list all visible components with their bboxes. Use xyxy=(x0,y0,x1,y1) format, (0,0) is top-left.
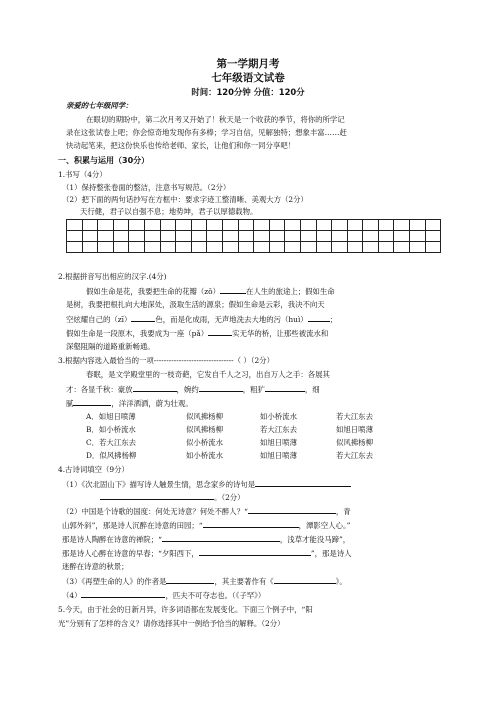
grid-cell[interactable] xyxy=(425,220,441,231)
grid-cell[interactable] xyxy=(144,220,160,231)
question-line: 是树，我要把根扎向大地深处，汲取生活的源泉；假如生命是云彩，我决不向天 xyxy=(66,300,325,309)
grid-row xyxy=(67,231,441,242)
grid-cell[interactable] xyxy=(222,242,238,253)
text: 那是诗人陶醉在诗意的禅院；“ xyxy=(62,535,162,544)
grid-cell[interactable] xyxy=(129,220,145,231)
question-line: 光”分别有了怎样的含义？请你选择其中一例给予恰当的解释。（2分） xyxy=(58,619,285,628)
text: 》。 xyxy=(335,577,347,586)
option-text: 如旭日喷薄 xyxy=(260,451,297,460)
option-row[interactable] xyxy=(86,425,373,434)
option-text: 似风拂杨柳 xyxy=(186,425,223,434)
answer-blank[interactable] xyxy=(100,492,214,500)
text: 山郭外斜”，那是诗人沉醉在诗意的田园；“ xyxy=(62,521,203,530)
text: （3）《再塑生命的人》的作者是 xyxy=(62,577,167,586)
text: ，青 xyxy=(335,507,351,516)
writing-grid[interactable] xyxy=(66,219,441,253)
grid-cell[interactable] xyxy=(332,242,348,253)
grid-cell[interactable] xyxy=(160,242,176,253)
grid-cell[interactable] xyxy=(82,242,98,253)
exam-time-score: 时间：120分钟 分值：120分 xyxy=(191,87,305,97)
text: ； xyxy=(329,315,338,324)
grid-cell[interactable] xyxy=(160,220,176,231)
answer-blank[interactable] xyxy=(199,384,243,392)
grid-cell[interactable] xyxy=(394,231,410,242)
text: ，粗犷 xyxy=(242,385,265,394)
grid-cell[interactable] xyxy=(394,220,410,231)
grid-cell[interactable] xyxy=(222,220,238,231)
question-line xyxy=(62,520,350,530)
grid-cell[interactable] xyxy=(98,242,114,253)
question-line xyxy=(100,492,245,502)
grid-cell[interactable] xyxy=(254,220,270,231)
option-text: B．如小桥流水 xyxy=(86,425,136,434)
text: 假如生命是花，我要把生命的花瓣（zǒ） xyxy=(86,287,220,296)
answer-blank[interactable] xyxy=(208,328,232,336)
text: ，洋洋洒洒，蔚为壮观。 xyxy=(111,399,193,408)
grid-cell[interactable] xyxy=(176,231,192,242)
text: ，潭影空人心。” xyxy=(298,521,351,530)
grid-cell[interactable] xyxy=(269,220,285,231)
grid-cell[interactable] xyxy=(129,242,145,253)
text: ，匹夫不可夺志也。（《子罕》） xyxy=(165,591,266,600)
option-text: 如小桥流水 xyxy=(186,451,223,460)
text: 。（2分） xyxy=(214,493,245,502)
grid-row xyxy=(67,242,441,253)
question-line: 深壑阻隔的道路重新畅通。 xyxy=(66,342,155,351)
grid-cell[interactable] xyxy=(238,231,254,242)
text: ，婉约 xyxy=(176,385,199,394)
grid-cell[interactable] xyxy=(316,231,332,242)
answer-blank[interactable] xyxy=(248,506,336,514)
grid-cell[interactable] xyxy=(347,242,363,253)
question-line xyxy=(62,576,347,586)
grid-cell[interactable] xyxy=(394,242,410,253)
grid-cell[interactable] xyxy=(285,242,301,253)
option-row[interactable] xyxy=(86,451,373,460)
answer-blank[interactable] xyxy=(274,576,336,584)
answer-blank[interactable] xyxy=(199,548,311,556)
question-item: （1）保持整张卷面的整洁，注意书写规范。（2分） xyxy=(62,183,231,192)
exam-title: 第一学期月考 xyxy=(216,58,280,70)
text: 色，而是化成雨，无声地洗去大地的污（huì） xyxy=(155,315,308,324)
grid-cell[interactable] xyxy=(176,242,192,253)
option-text: 若大江东去 xyxy=(336,451,373,460)
intro-line: 快动起笔来，把这份快乐也传给老师、家长，让他们和你一同分享吧！ xyxy=(66,141,296,150)
grid-cell[interactable] xyxy=(144,242,160,253)
grid-cell[interactable] xyxy=(113,242,129,253)
copy-text: 天行健，君子以自强不息；地势坤，君子以厚德载物。 xyxy=(80,207,258,216)
option-text: 似小桥流水 xyxy=(186,438,223,447)
section-heading: 一、积累与运用（30分） xyxy=(58,156,150,165)
grid-cell[interactable] xyxy=(176,220,192,231)
option-row[interactable] xyxy=(86,412,373,421)
answer-blank[interactable] xyxy=(133,384,177,392)
text: 腻 xyxy=(66,399,74,408)
grid-cell[interactable] xyxy=(207,231,223,242)
grid-cell[interactable] xyxy=(129,231,145,242)
grid-cell[interactable] xyxy=(67,231,83,242)
grid-cell[interactable] xyxy=(332,231,348,242)
question-line: 5.今天，由于社会的日新月异，许多词语都在发展变化。下面三个例子中，“阳 xyxy=(58,605,313,614)
option-text: 如小桥流水 xyxy=(260,412,297,421)
grid-cell[interactable] xyxy=(238,220,254,231)
grid-cell[interactable] xyxy=(285,231,301,242)
option-text: 似风拂杨柳 xyxy=(186,412,223,421)
grid-cell[interactable] xyxy=(363,220,379,231)
grid-cell[interactable] xyxy=(144,231,160,242)
text: ，浅草才能没马蹄”， xyxy=(279,535,351,544)
grid-cell[interactable] xyxy=(98,231,114,242)
grid-cell[interactable] xyxy=(207,242,223,253)
grid-cell[interactable] xyxy=(316,220,332,231)
text: 才：各显千秋：豪放 xyxy=(66,385,133,394)
intro-line: 在眼切的期盼中，第二次月考又开始了！秋天是一个收获的季节，将你的所学记 xyxy=(86,115,345,124)
question-line: 迷醉在诗意的秋景； xyxy=(62,562,129,571)
grid-cell[interactable] xyxy=(191,220,207,231)
grid-cell[interactable] xyxy=(191,231,207,242)
question-line xyxy=(62,590,265,600)
text: 实无华的桥，让那些被流水和 xyxy=(232,329,329,338)
answer-blank[interactable] xyxy=(308,314,330,322)
text: （4） xyxy=(62,591,82,600)
grid-cell[interactable] xyxy=(113,231,129,242)
answer-blank[interactable] xyxy=(131,314,155,322)
grid-cell[interactable] xyxy=(300,242,316,253)
answer-blank[interactable] xyxy=(265,384,305,392)
grid-cell[interactable] xyxy=(254,231,270,242)
option-text: 如旭日喷薄 xyxy=(260,438,297,447)
text: 那是诗人心醉在诗意的早春；“夕阳西下， xyxy=(62,549,199,558)
grid-cell[interactable] xyxy=(269,242,285,253)
question-line: 春眠，是文学殿堂里的一枝奇葩，它发自千人之习，出自万人之手：各展其 xyxy=(86,370,330,379)
question-line xyxy=(66,384,320,394)
grid-cell[interactable] xyxy=(222,231,238,242)
grid-cell[interactable] xyxy=(332,220,348,231)
grid-cell[interactable] xyxy=(425,242,441,253)
grid-cell[interactable] xyxy=(207,220,223,231)
grid-cell[interactable] xyxy=(67,220,83,231)
grid-cell[interactable] xyxy=(378,242,394,253)
grid-cell[interactable] xyxy=(238,242,254,253)
text: 空炫耀自己的（zī） xyxy=(66,315,132,324)
grid-cell[interactable] xyxy=(82,231,98,242)
grid-cell[interactable] xyxy=(160,231,176,242)
text: （1）《次北固山下》描写诗人触景生情，思念家乡的诗句是 xyxy=(62,480,256,489)
answer-blank[interactable] xyxy=(220,286,246,294)
grid-cell[interactable] xyxy=(425,231,441,242)
answer-blank[interactable] xyxy=(73,398,111,406)
grid-cell[interactable] xyxy=(316,242,332,253)
grid-cell[interactable] xyxy=(410,242,426,253)
answer-blank[interactable] xyxy=(203,520,299,528)
option-text: 若大江东去 xyxy=(336,412,373,421)
grid-cell[interactable] xyxy=(347,220,363,231)
text: ，其主要著作有《 xyxy=(214,577,274,586)
answer-blank[interactable] xyxy=(255,479,351,487)
question-title: 1.书写（4分） xyxy=(58,170,107,179)
question-line xyxy=(66,398,193,408)
question-line xyxy=(62,534,350,544)
option-text: 如旭日喷薄 xyxy=(336,425,373,434)
grid-cell[interactable] xyxy=(378,220,394,231)
grid-cell[interactable] xyxy=(410,231,426,242)
grid-cell[interactable] xyxy=(378,231,394,242)
option-row[interactable] xyxy=(86,438,373,447)
question-line xyxy=(66,314,337,324)
grid-cell[interactable] xyxy=(363,231,379,242)
grid-cell[interactable] xyxy=(363,242,379,253)
text: ”，那是诗人 xyxy=(310,549,352,558)
grid-cell[interactable] xyxy=(285,220,301,231)
text: （2）中国是个诗歌的国度：何处无诗意？何处不醉人？“ xyxy=(62,507,248,516)
grid-cell[interactable] xyxy=(67,242,83,253)
grid-cell[interactable] xyxy=(98,220,114,231)
grid-cell[interactable] xyxy=(347,231,363,242)
option-text: C．若大江东去 xyxy=(86,438,136,447)
question-line xyxy=(62,479,351,489)
option-text: D．似风拂杨柳 xyxy=(86,451,137,460)
grid-cell[interactable] xyxy=(410,220,426,231)
grid-row xyxy=(67,220,441,231)
question-title: 3.根据内容选入最恰当的一项--------------------------------（ ）（2分） xyxy=(58,356,274,365)
text: ，细 xyxy=(304,385,320,394)
grid-cell[interactable] xyxy=(300,220,316,231)
question-title: 2.根据拼音写出相应的汉字.(4分) xyxy=(58,272,167,281)
intro-line: 录在这张试卷上吧；你会惊奇地发现你有多棒；学习自信，见解独特；想象丰富……赶 xyxy=(66,128,347,137)
question-line xyxy=(62,548,352,558)
greeting: 亲爱的七年级同学： xyxy=(66,101,133,110)
exam-subtitle: 七年级语文试卷 xyxy=(211,72,285,84)
grid-cell[interactable] xyxy=(269,231,285,242)
answer-blank[interactable] xyxy=(166,576,214,584)
option-text: A．如旭日喷薄 xyxy=(86,412,136,421)
question-item: （2）把下面的两句话抄写在方框中：要求字迹工整清晰、美观大方（2分） xyxy=(62,195,308,204)
grid-cell[interactable] xyxy=(300,231,316,242)
question-line xyxy=(66,328,328,338)
question-title: 4.古诗词填空（9分） xyxy=(58,465,129,474)
text: 假如生命是一段原木，我要成为一座（pǎ） xyxy=(66,329,209,338)
answer-blank[interactable] xyxy=(81,590,165,598)
option-text: 似风拂杨柳 xyxy=(336,438,373,447)
text: 在人生的旅途上；假如生命 xyxy=(246,287,335,296)
grid-cell[interactable] xyxy=(254,242,270,253)
grid-cell[interactable] xyxy=(82,220,98,231)
grid-cell[interactable] xyxy=(113,220,129,231)
question-line xyxy=(86,286,335,296)
grid-cell[interactable] xyxy=(191,242,207,253)
answer-blank[interactable] xyxy=(162,534,280,542)
option-text: 若大江东去 xyxy=(260,425,297,434)
question-line xyxy=(62,506,351,516)
